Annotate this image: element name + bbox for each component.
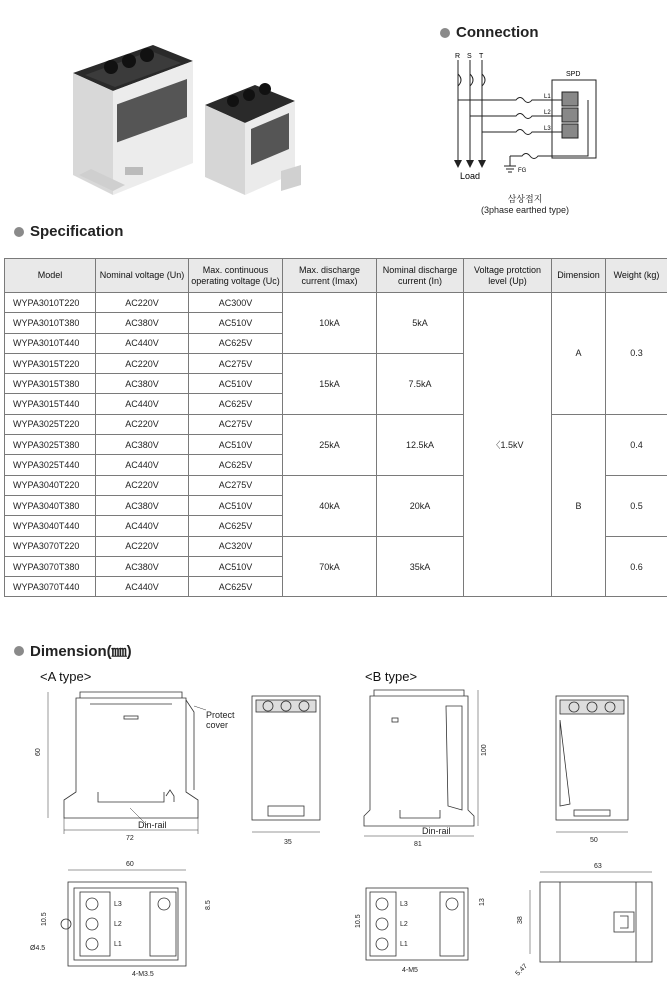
b-height-dim: 100 [481, 744, 488, 756]
b-side-height-dim: 38 [517, 916, 524, 924]
imax-cell: 70kA [283, 536, 377, 597]
uc-cell: AC625V [189, 577, 283, 597]
in-cell: 5kA [377, 293, 464, 354]
line-l3-label: L3 [544, 126, 551, 132]
un-cell: AC220V [96, 414, 189, 434]
uc-cell: AC510V [189, 435, 283, 455]
model-cell: WYPA3025T220 [5, 414, 96, 434]
b-screw-dim: 4-M5 [402, 967, 418, 974]
uc-cell: AC510V [189, 313, 283, 333]
un-cell: AC220V [96, 353, 189, 373]
model-cell: WYPA3070T380 [5, 556, 96, 576]
un-cell: AC220V [96, 536, 189, 556]
un-cell: AC440V [96, 394, 189, 414]
phase-t-label: T [479, 53, 484, 60]
in-cell: 35kA [377, 536, 464, 597]
model-cell: WYPA3010T440 [5, 333, 96, 353]
uc-cell: AC275V [189, 414, 283, 434]
imax-cell: 10kA [283, 293, 377, 354]
b-terminal-l3: L3 [400, 901, 408, 908]
load-label: Load [460, 171, 481, 181]
a-top-width-dim: 60 [126, 861, 134, 868]
weight-cell: 0.3 [606, 293, 667, 415]
b-type-top-view [366, 888, 468, 960]
imax-cell: 40kA [283, 475, 377, 536]
product-photo [55, 25, 325, 200]
caption-korean: 삼상접지 [507, 194, 543, 204]
bullet-icon [440, 28, 450, 38]
a-type-side-view [252, 696, 320, 832]
header-nominal-discharge-current: Nominal discharge current (In) [377, 259, 464, 293]
un-cell: AC440V [96, 455, 189, 475]
b-type-front-view [364, 690, 478, 836]
b-rail-dim: 5.47 [514, 962, 530, 978]
connection-heading [440, 24, 539, 41]
a-din-rail-label: Din-rail [138, 820, 167, 830]
header-voltage-protection-level: Voltage protction level (Up) [464, 259, 552, 293]
weight-cell: 0.5 [606, 475, 667, 536]
fg-label: FG [518, 168, 527, 174]
model-cell: WYPA3015T380 [5, 374, 96, 394]
a-terminal-l3: L3 [114, 901, 122, 908]
line-l2-label: L2 [544, 110, 551, 116]
specification-heading [14, 223, 123, 240]
connection-caption [440, 192, 610, 215]
dimension-drawings [0, 660, 667, 1004]
un-cell: AC220V [96, 475, 189, 495]
model-cell: WYPA3010T220 [5, 293, 96, 313]
bullet-icon [14, 646, 24, 656]
a-type-top-view [61, 870, 186, 966]
un-cell: AC440V [96, 577, 189, 597]
protect-cover-label-2: cover [206, 720, 229, 730]
uc-cell: AC275V [189, 475, 283, 495]
weight-cell: 0.6 [606, 536, 667, 597]
b-type-label: <B type> [365, 669, 418, 684]
protect-cover-label-1: Protect [206, 710, 235, 720]
b-type-side-view [556, 696, 628, 832]
spd-unit-small [205, 83, 301, 195]
line-l1-label: L1 [544, 94, 551, 100]
model-cell: WYPA3010T380 [5, 313, 96, 333]
b-depth-dim: 50 [590, 837, 598, 844]
uc-cell: AC510V [189, 374, 283, 394]
model-cell: WYPA3040T380 [5, 495, 96, 515]
un-cell: AC380V [96, 556, 189, 576]
dimension-cell: A [552, 293, 606, 415]
dimension-title: Dimension(㎜) [30, 643, 132, 660]
uc-cell: AC320V [189, 536, 283, 556]
b-width-dim: 81 [414, 841, 422, 848]
a-screw-dim: 4-M3.5 [132, 971, 154, 978]
connection-title: Connection [456, 24, 539, 41]
uc-cell: AC300V [189, 293, 283, 313]
a-terminal-l2: L2 [114, 921, 122, 928]
spd-unit-large [73, 45, 193, 195]
uc-cell: AC625V [189, 455, 283, 475]
a-pitch-dim: 10.5 [41, 912, 48, 926]
in-cell: 20kA [377, 475, 464, 536]
specification-table [4, 258, 667, 597]
spd-label: SPD [566, 71, 581, 78]
un-cell: AC380V [96, 495, 189, 515]
un-cell: AC220V [96, 293, 189, 313]
a-side-dim: 8.5 [205, 900, 212, 910]
b-terminal-l1: L1 [400, 941, 408, 948]
model-cell: WYPA3040T220 [5, 475, 96, 495]
table-row [5, 414, 667, 434]
a-type-label: <A type> [40, 669, 92, 684]
uc-cell: AC625V [189, 333, 283, 353]
un-cell: AC440V [96, 516, 189, 536]
phase-s-label: S [467, 53, 472, 60]
model-cell: WYPA3015T440 [5, 394, 96, 414]
uc-cell: AC510V [189, 495, 283, 515]
model-cell: WYPA3070T440 [5, 577, 96, 597]
up-cell: 〈1.5kV [464, 293, 552, 597]
in-cell: 7.5kA [377, 353, 464, 414]
un-cell: AC380V [96, 435, 189, 455]
model-cell: WYPA3070T220 [5, 536, 96, 556]
a-height-dim: 60 [35, 748, 42, 756]
un-cell: AC380V [96, 374, 189, 394]
table-row [5, 293, 667, 313]
header-max-discharge-current: Max. discharge current (Imax) [283, 259, 377, 293]
b-terminal-l2: L2 [400, 921, 408, 928]
header-dimension: Dimension [552, 259, 606, 293]
uc-cell: AC275V [189, 353, 283, 373]
connection-diagram [440, 48, 605, 213]
dimension-heading [14, 640, 132, 661]
b-top-width-dim: 63 [594, 863, 602, 870]
header-model: Model [5, 259, 96, 293]
model-cell: WYPA3025T380 [5, 435, 96, 455]
caption-english: (3phase earthed type) [480, 205, 570, 215]
header-nominal-voltage: Nominal voltage (Un) [96, 259, 189, 293]
a-depth-dim: 35 [284, 839, 292, 846]
uc-cell: AC625V [189, 394, 283, 414]
bullet-icon [14, 227, 24, 237]
model-cell: WYPA3015T220 [5, 353, 96, 373]
table-header-row [5, 259, 667, 293]
b-pitch-dim: 10.5 [355, 914, 362, 928]
un-cell: AC440V [96, 333, 189, 353]
specification-title: Specification [30, 223, 124, 240]
a-hole-dim: Ø4.5 [30, 945, 46, 952]
imax-cell: 15kA [283, 353, 377, 414]
header-weight: Weight (kg) [606, 259, 667, 293]
a-type-front-view [48, 692, 206, 834]
uc-cell: AC625V [189, 516, 283, 536]
in-cell: 12.5kA [377, 414, 464, 475]
model-cell: WYPA3025T440 [5, 455, 96, 475]
phase-r-label: R [455, 53, 461, 60]
b-type-rear-view [530, 872, 652, 962]
uc-cell: AC510V [189, 556, 283, 576]
a-width-dim: 72 [126, 835, 134, 842]
imax-cell: 25kA [283, 414, 377, 475]
weight-cell: 0.4 [606, 414, 667, 475]
b-din-rail-label: Din-rail [422, 826, 451, 836]
b-side-dim: 13 [479, 898, 486, 906]
a-terminal-l1: L1 [114, 941, 122, 948]
model-cell: WYPA3040T440 [5, 516, 96, 536]
un-cell: AC380V [96, 313, 189, 333]
dimension-cell: B [552, 414, 606, 597]
header-max-continuous-voltage: Max. continuous operating voltage (Uc) [189, 259, 283, 293]
